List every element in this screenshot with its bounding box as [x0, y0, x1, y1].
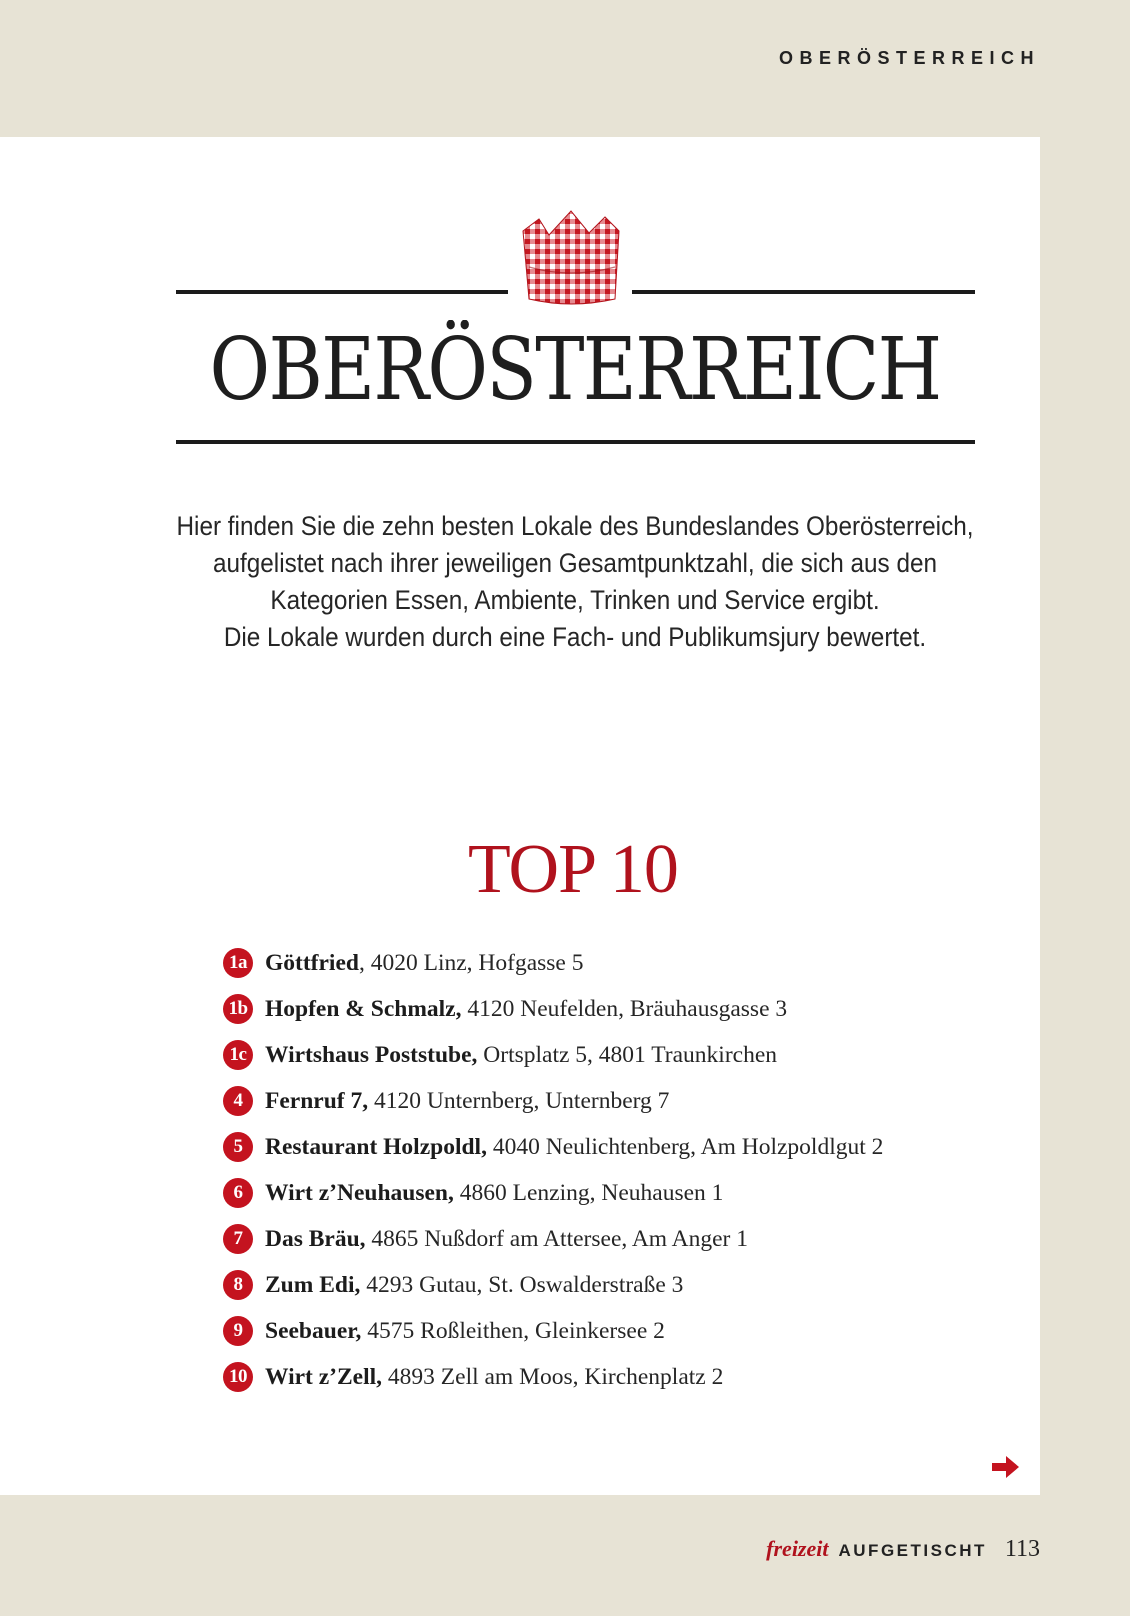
ranking-item	[223, 940, 1023, 986]
intro-line: Die Lokale wurden durch eine Fach- und Publikumsjury bewertet.	[223, 622, 927, 652]
rank-badge: 10	[223, 1362, 253, 1392]
rank-badge: 6	[223, 1178, 253, 1208]
section-name: AUFGETISCHT	[838, 1541, 987, 1560]
ranking-list	[223, 940, 1023, 1400]
intro-line: Hier finden Sie die zehn besten Lokale des Bundeslandes Oberösterreich,	[176, 511, 974, 541]
ranking-entry	[265, 1272, 683, 1299]
title-rule-bottom	[176, 440, 975, 444]
rank-badge: 1c	[223, 1040, 253, 1070]
restaurant-name: Wirtshaus Poststube,	[265, 1041, 478, 1068]
restaurant-address: , 4020 Linz, Hofgasse 5	[358, 949, 584, 976]
top-region-label: OBERÖSTERREICH	[778, 48, 1040, 68]
ranking-entry	[265, 1364, 723, 1391]
rank-badge: 8	[223, 1270, 253, 1300]
page-footer	[766, 1536, 1040, 1563]
checkered-napkin-crown-icon	[515, 209, 627, 309]
ranking-entry	[265, 1088, 669, 1115]
intro-line: aufgelistet nach ihrer jeweiligen Gesamtpunktzahl, die sich aus den	[212, 548, 938, 578]
restaurant-address: 4040 Neulichtenberg, Am Holzpoldlgut 2	[486, 1133, 884, 1160]
ranking-item	[223, 1170, 1023, 1216]
rank-badge: 4	[223, 1086, 253, 1116]
ranking-item	[223, 1354, 1023, 1400]
rank-badge: 7	[223, 1224, 253, 1254]
title-rule-top-right	[632, 290, 975, 294]
restaurant-address: 4860 Lenzing, Neuhausen 1	[453, 1179, 724, 1206]
top-ten-heading: TOP 10	[468, 831, 678, 908]
restaurant-address: 4893 Zell am Moos, Kirchenplatz 2	[382, 1363, 724, 1390]
intro-line: Kategorien Essen, Ambiente, Trinken und Service ergibt.	[270, 585, 880, 615]
restaurant-name: Göttfried	[265, 949, 359, 976]
page-title: OBERÖSTERREICH	[209, 320, 941, 420]
ranking-entry	[265, 1134, 883, 1161]
ranking-entry	[265, 950, 583, 977]
restaurant-name: Wirt z’Neuhausen,	[265, 1179, 454, 1206]
ranking-entry	[265, 1318, 665, 1345]
restaurant-address: 4120 Unternberg, Unternberg 7	[368, 1087, 670, 1114]
ranking-item	[223, 1124, 1023, 1170]
restaurant-name: Restaurant Holzpoldl,	[265, 1133, 487, 1160]
restaurant-name: Fernruf 7,	[265, 1087, 369, 1114]
ranking-item	[223, 1078, 1023, 1124]
title-rule-top-left	[176, 290, 508, 294]
ranking-item	[223, 1216, 1023, 1262]
restaurant-name: Das Bräu,	[265, 1225, 366, 1252]
brand-logo: freizeit	[766, 1536, 829, 1561]
page-number: 113	[1004, 1536, 1040, 1562]
restaurant-address: 4293 Gutau, St. Oswalderstraße 3	[360, 1271, 684, 1298]
ranking-entry	[265, 1226, 748, 1253]
arrow-right-icon[interactable]	[992, 1455, 1020, 1479]
restaurant-address: 4865 Nußdorf am Attersee, Am Anger 1	[365, 1225, 749, 1252]
ranking-entry	[265, 996, 787, 1023]
ranking-item	[223, 1032, 1023, 1078]
ranking-item	[223, 1308, 1023, 1354]
ranking-item	[223, 986, 1023, 1032]
rank-badge: 1a	[223, 948, 253, 978]
ranking-item	[223, 1262, 1023, 1308]
restaurant-name: Wirt z’Zell,	[265, 1363, 383, 1390]
restaurant-address: 4120 Neufelden, Bräuhausgasse 3	[461, 995, 788, 1022]
rank-badge: 9	[223, 1316, 253, 1346]
restaurant-name: Hopfen & Schmalz,	[265, 995, 462, 1022]
rank-badge: 5	[223, 1132, 253, 1162]
restaurant-address: Ortsplatz 5, 4801 Traunkirchen	[477, 1041, 778, 1068]
restaurant-address: 4575 Roßleithen, Gleinkersee 2	[361, 1317, 665, 1344]
rank-badge: 1b	[223, 994, 253, 1024]
ranking-entry	[265, 1042, 777, 1069]
intro-text	[80, 508, 1070, 656]
restaurant-name: Seebauer,	[265, 1317, 362, 1344]
ranking-entry	[265, 1180, 723, 1207]
restaurant-name: Zum Edi,	[265, 1271, 361, 1298]
